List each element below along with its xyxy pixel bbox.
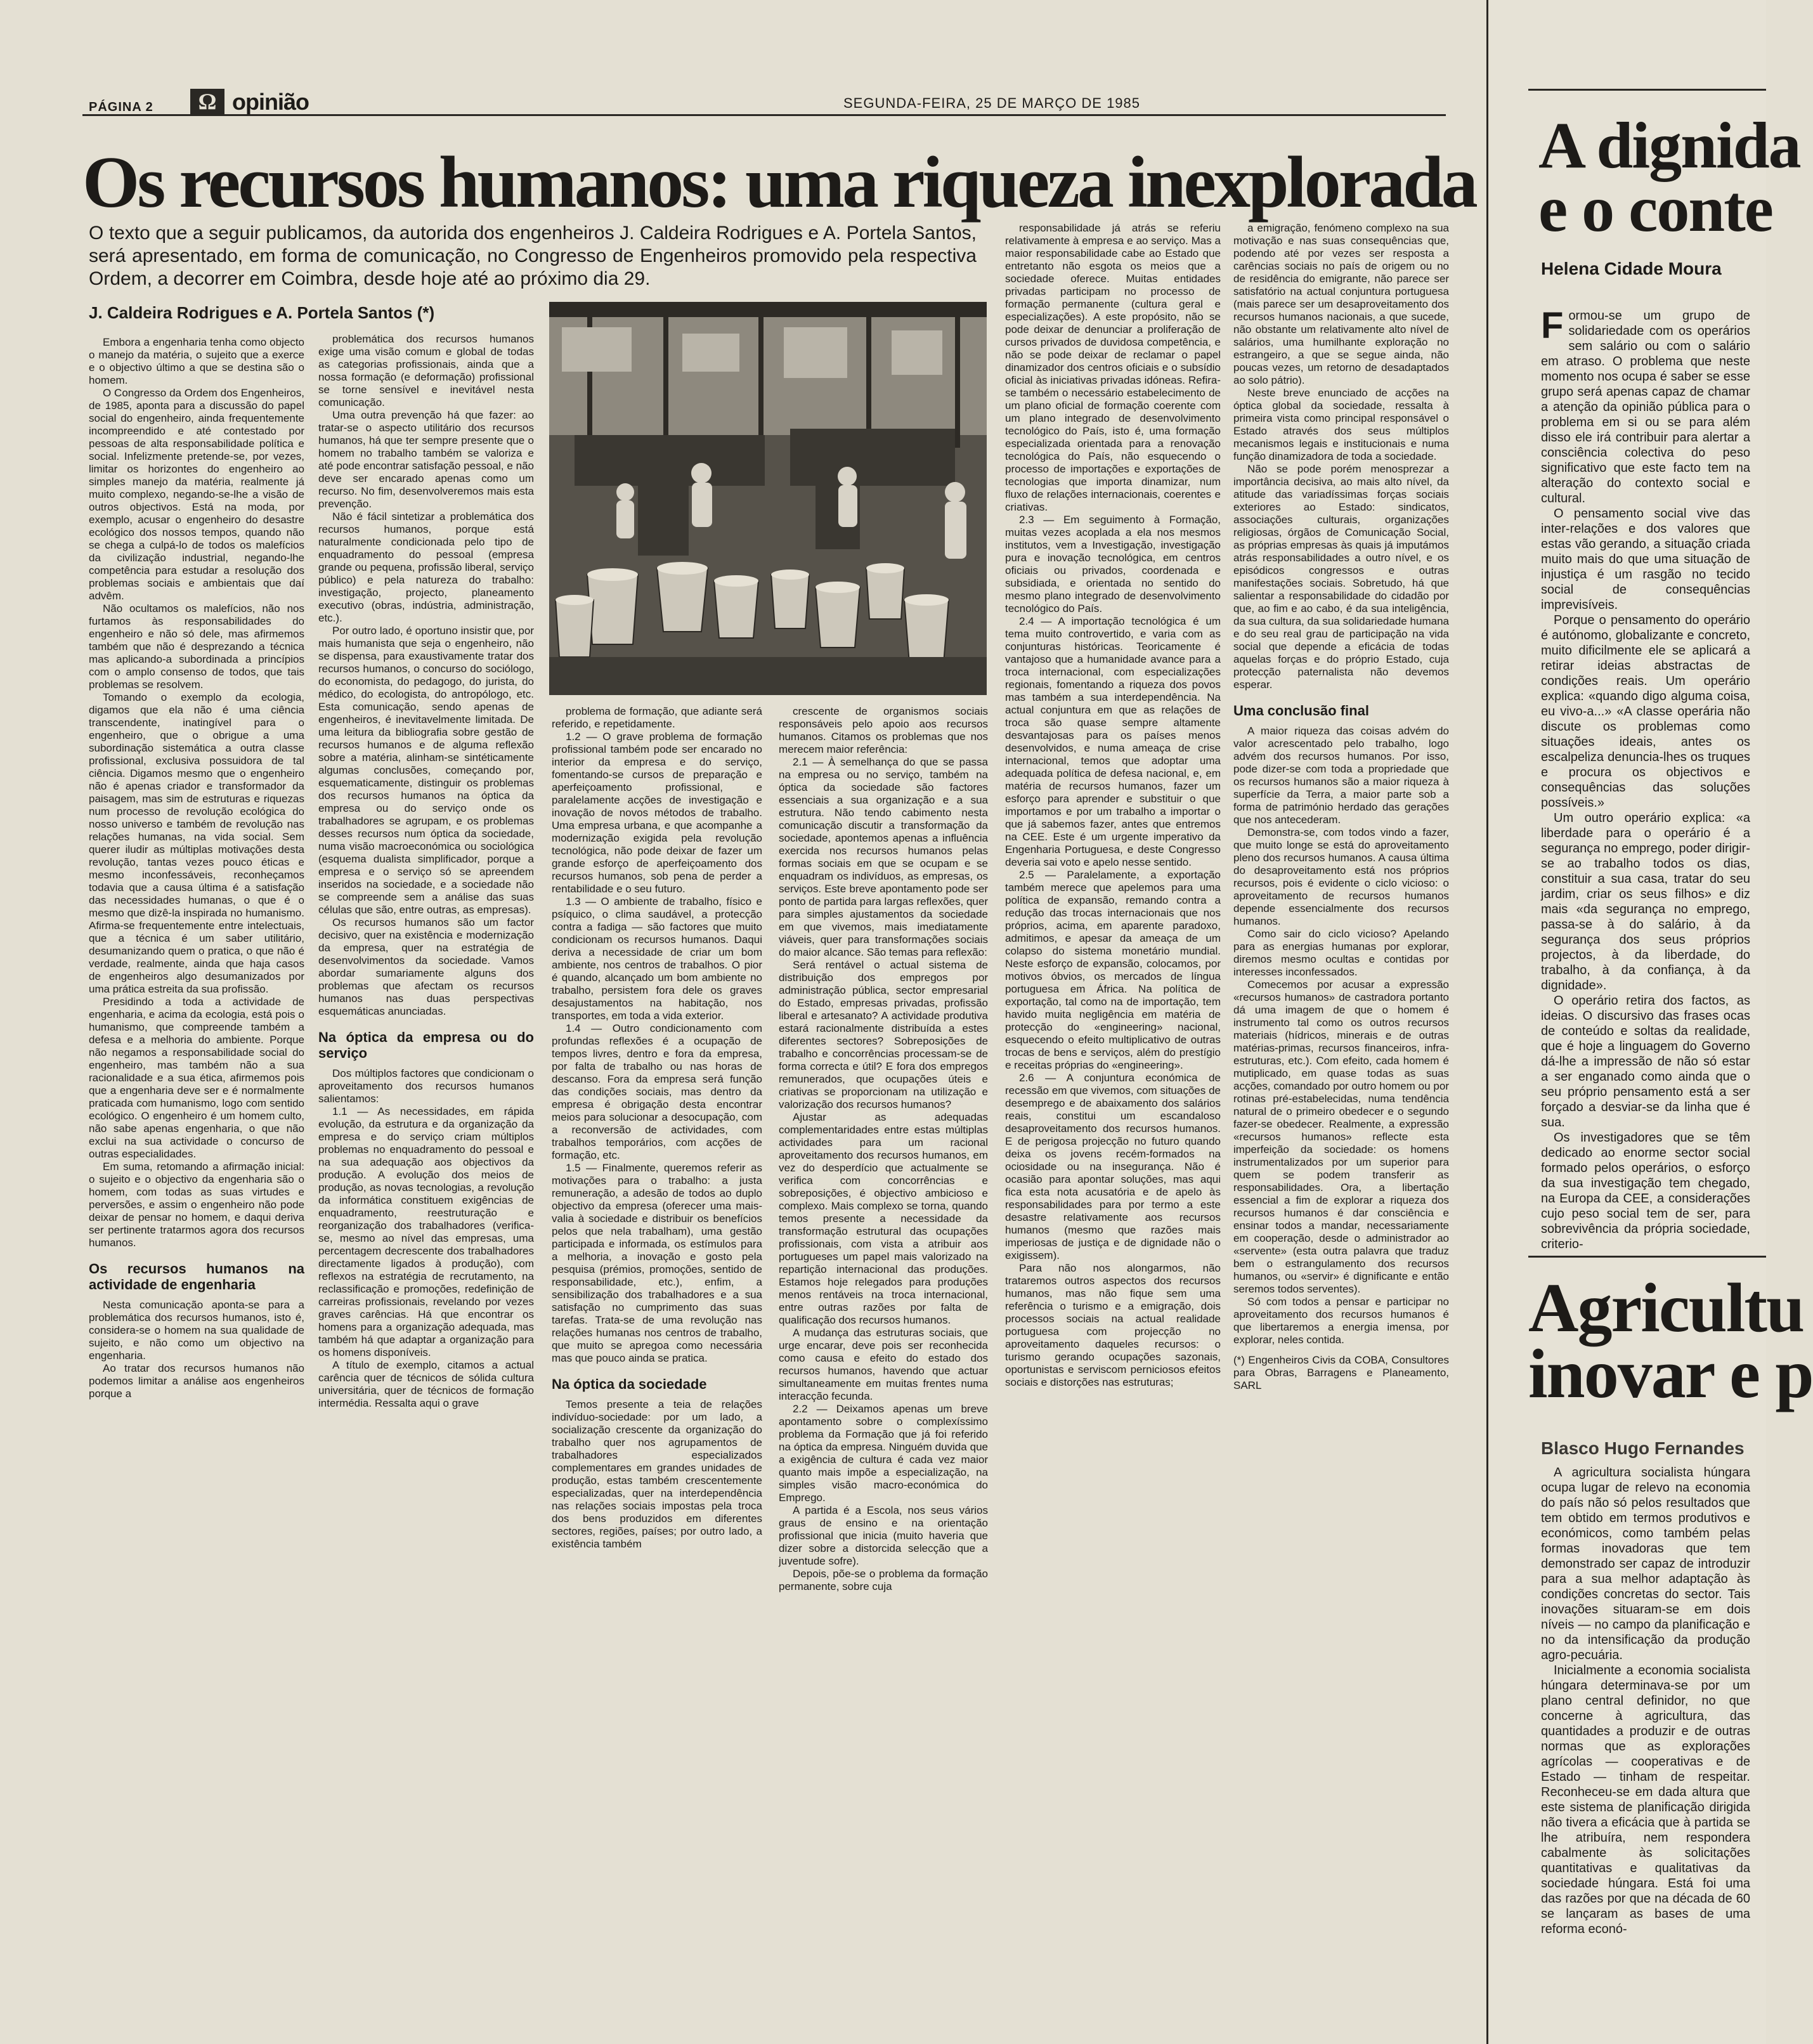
article-column-6 [1233, 222, 1449, 1392]
paragraph: 1.5 — Finalmente, queremos referir as motivações para o trabalho: a justa remuneração, a adesão de todos ao duplo objectivo da empresa (oferecer uma mais-valia à sociedade e distribuir os benefícios pelos que nela trabalham), uma gestão participada e informada, os estímulos para a melhoria, a inovação e gosto pela pesquisa (prémios, promoções, sentido de responsabilidade, etc.), enfim, a sensibilização dos trabalhadores e a sua satisfação no cumprimento das suas tarefas. Trata-se de uma revolução nas relações humanas nos centros de trabalho, que muito se apregoa como necessária mas que pouco ainda se pratica. [552, 1162, 762, 1364]
paragraph: A maior riqueza das coisas advém do valor acrescentado pelo trabalho, logo advém dos recursos humanos. Por isso, pode dizer-se com toda a propriedade que os recursos humanos são a maior riqueza à superfície da Terra, a maior parte sob a forma de património herdado das gerações que nos antecederam. [1233, 725, 1449, 826]
subheading: Os recursos humanos na actividade de engenharia [89, 1261, 304, 1292]
paragraph: 1.3 — O ambiente de trabalho, físico e psíquico, o clima saudável, a protecção contra a fadiga — são factores que muito condicionam os recursos humanos. Daqui deriva a necessidade de criar um bom ambiente, nos centros de trabalhos. O pior é quando, alcançado um bom ambiente no trabalho, persistem fora dele os graves desajustamentos na habitação, nos transportes, em toda a vida exterior. [552, 895, 762, 1022]
headline-line: A dignida [1538, 109, 1800, 182]
paragraph: a emigração, fenómeno complexo na sua motivação e nas suas consequências que, podendo até por vezes ser resposta a carências sociais no país de origem ou no de residência do emigrante, não parece ser satisfatório na actual conjuntura portuguesa (mais parece ser um desaproveitamento dos recursos humanos nacionais, a que sucede, não obstante um relativamente alto nível de salários, uma humilhante exploração no estrangeiro, a que se segue ainda, não poucas vezes, um retorno de desadaptados ao solo pátrio). [1233, 222, 1449, 386]
headline-line: Agricultu [1528, 1269, 1804, 1346]
drop-cap: F [1541, 305, 1564, 346]
page-number: PÁGINA 2 [89, 100, 153, 114]
article-column-4 [779, 705, 988, 1593]
paragraph: 1.2 — O grave problema de formação profissional também pode ser encarado no interior da empresa e do serviço, fomentando-se cursos de preparação e aperfeiçoamento profissional, e paralelamente acções de investigação e inovação de novos métodos de trabalho. Uma empresa urbana, e que acompanhe a modernização exigida pela revolução tecnológica, não pode deixar de fazer um grande esforço de aperfeiçoamento dos recursos humanos, sob pena de perder a rentabilidade e o seu futuro. [552, 731, 762, 895]
paragraph: 2.6 — A conjuntura económica de recessão em que vivemos, com situações de desemprego e de abaixamento dos salários reais, constitui um escandaloso desaproveitamento dos recursos humanos. E de perigosa projecção no futuro quando deixa os jovens recém-formados na ociosidade ou na insegurança. Não é ocasião para apontar soluções, mas aqui fica esta nota acusatória e de apelo às responsabilidades para por termo a este desastre relativamente aos recursos humanos (mesmo que razões mais imperiosas de justiça e de dignidade não o exigissem). [1005, 1072, 1221, 1261]
top-rule [1528, 89, 1766, 91]
article-intro: O texto que a seguir publicamos, da autorida dos engenheiros J. Caldeira Rodrigues e A. Portela Santos, será apresentado, em forma de comunicação, no Congresso de Engenheiros promovido pela respectiva Ordem, a decorrer em Coimbra, desde hoje até ao próximo dia 29. [89, 223, 977, 289]
paragraph: responsabilidade já atrás se referiu relativamente à empresa e ao serviço. Mas a maior responsabilidade cabe ao Estado que entretanto não esgota os meios que a sociedade oferece. Muitas entidades privadas participam no processo de formação permanente (cultura geral e especializações). A este propósito, não se pode deixar de denunciar a proliferação de cursos privados de duvidosa competência, e não se pode deixar de reclamar o papel dinamizador dos centros oficiais e o subsídio oficial às iniciativas privadas idóneas. Refira-se também o necessário estabelecimento de um plano oficial de formação coerente com um plano integrado de desenvolvimento tecnológico do País, isto é, uma formação especializada orientada para a renovação tecnológica do País, não esquecendo o processo de importações e exportações de tecnologias que importa dinamizar, num fluxo de relações internacionais, coerentes e criativas. [1005, 222, 1221, 513]
article-column-5 [1005, 222, 1221, 1389]
factory-photo-image [549, 302, 987, 695]
paragraph: 2.5 — Paralelamente, a exportação também merece que apelemos para uma política de expansão, remando contra a redução das trocas internacionais que nos próprios, acima, em aparente paradoxo, admitimos, e apesar da ameaça de um colapso do sistema monetário mundial. Neste esforço de expansão, colocamos, por motivos óbvios, os mercados de língua portuguesa em África. Na política de exportação, tal como na de importação, tem havido muita negligência em matéria de protecção do «engineering» nacional, esquecendo o efeito multiplicativo de outras trocas de bens e serviços, além do prestígio e receitas próprias do «engineering». [1005, 869, 1221, 1071]
paragraph: Ao tratar dos recursos humanos não podemos limitar a análise aos engenheiros porque a [89, 1362, 304, 1400]
paragraph: Será rentável o actual sistema de distribuição dos empregos por administração pública, sector empresarial do Estado, empresas privadas, profissão liberal e artesanato? A actividade produtiva estará racionalmente distribuída a estes diferentes sectores? Sobreposições de trabalho e concorrências processam-se de forma correcta e útil? E fora dos empregos remunerados, que ocupações úteis e criativas se proporcionam na utilização e valorização dos recursos humanos? [779, 959, 988, 1110]
paragraph: 2.4 — A importação tecnológica é um tema muito controvertido, e varia com as conjunturas históricas. Teoricamente é vantajoso que a humanidade avance para a troca internacional, com especializações regionais, fomentando a riqueza dos povos mas também a sua interdependência. Na actual conjuntura em que as relações de troca são quase sempre altamente desvantajosas para os países menos desenvolvidos, e numa ameaça de crise internacional, temos que adoptar uma adequada política de defesa nacional, e, em matéria de recursos humanos, fazer um esforço para aprender e substituir o que importamos e por um trabalho a importar o que já sabemos fazer, antes que entremos na CEE. Este é um urgente imperativo da Engenharia Portuguesa, e deste Congresso deveria sai voto e apelo nesse sentido. [1005, 615, 1221, 868]
paragraph: Comecemos por acusar a expressão «recursos humanos» de castradora portanto dá uma imagem de que o homem é instrumento tal como os outros recursos materiais (hídricos, minerais e de outras matérias-primas, recursos financeiros, infra-estruturas, etc.). Com efeito, cada homem é mutiplicado, em quase todas as suas acções, comandado por outro homem ou por rotinas pré-estabelecidas, numa tendência natural de o primeiro obedecer e o segundo fazer-se obedecer. Realmente, a expressão «recursos humanos» reflecte esta imperfeição da sociedade: os homens instrumentalizados por um superior para quem se podem transferir as responsabilidades. Ora, a libertação essencial a fim de explorar a riqueza dos recursos humanos é dar consciência e ensinar todos a mandar, necessariamente em cooperação, desde o administrador ao «servente» (esta outra palavra que traduz bem o estrangulamento dos recursos humanos, ou «servir» é dignificante e então seremos todos serventes). [1233, 979, 1449, 1295]
headline-line: inovar e p [1528, 1335, 1813, 1412]
paragraph: 2.1 — À semelhança do que se passa na empresa ou no serviço, também na óptica da sociedade são factores essenciais a sua organização e a sua estrutura. Não tendo cabimento nesta comunicação discutir a transformação da sociedade, apontemos apenas a influência exercida nos recursos humanos pelas formas sociais em que se ocupam e se enquadram os indivíduos, as empresas, os serviços. Este breve apontamento pode ser ponto de partida para largas reflexões, quer para simples ajustamentos da sociedade em que vivemos, mais imediatamente viáveis, quer para transformações sociais do maior alcance. São temas para reflexão: [779, 756, 988, 958]
paragraph: Presidindo a toda a actividade de engenharia, e acima da ecologia, está pois o humanismo, que compreende também a defesa e a melhoria do ambiente. Porque não negamos a responsabilidade social do engenheiro, mas também não a sua racionalidade e a sua ética, afirmemos pois que a engenharia deve ser e é normalmente praticada com humanismo, logo com sentido ecológico. O engenheiro é um homem culto, não sabe apenas engenharia, o que não exclui na sua actividade o concurso de outras especialidades. [89, 996, 304, 1160]
paragraph: O Congresso da Ordem dos Engenheiros, de 1985, aponta para a discussão do papel social do engenheiro, ainda frequentemente incompreendido e até contestado por pessoas de alta responsabilidade política e social. Infelizmente pretende-se, por vezes, limitar os horizontes do engenheiro ao simples manejo da matéria, realmente já muito complexo, negando-se-lhe a visão de outros objectivos. Está na moda, por exemplo, acusar o engenheiro do desastre ecológico dos nossos tempos, quando não se chega a culpá-lo de todos os malefícios da civilização industrial, negando-lhe competência para estudar a resolução dos problemas sociais e ambientais que daí advêm. [89, 387, 304, 602]
paragraph: Não se pode porém menosprezar a importância decisiva, ao mais alto nível, da atitude das variadíssimas forças sociais exteriores ao Estado: sindicatos, associações culturais, organizações religiosas, órgãos de Comunicação Social, as próprias empresas às quais já imputámos atrás responsabilidades a outro nível, e os episódicos congressos e outras manifestações sociais. Sobretudo, há que salientar a responsabilidade do cidadão por que, ao fim e ao cabo, é da sua inteligência, da sua cultura, da sua solidariedade humana e do seu real grau de participação na vida social que depende a eficácia de todas aquelas forças e do próprio Estado, cuja protecção paternalista não devemos esperar. [1233, 463, 1449, 691]
paragraph: Uma outra prevenção há que fazer: ao tratar-se o aspecto utilitário dos recursos humanos, há que ter sempre presente que o homem no trabalho também se valoriza e até pode encontrar satisfação pessoal, e não deve ser encarado apenas como um recurso. No fim, desenvolveremos mais esta prevenção. [318, 409, 534, 510]
subheading: Na óptica da empresa ou do serviço [318, 1029, 534, 1061]
paragraph: Os investigadores que se têm dedicado ao enorme sector social formado pelos operários, o esforço da sua investigação tem chegado, na Europa da CEE, a considerações cujo peso social tem de ser, para sobrevivência da própria sociedade, criterio- [1541, 1131, 1750, 1251]
subheading: Na óptica da sociedade [552, 1376, 707, 1392]
paragraph: Um outro operário explica: «a liberdade para o operário é a segurança no emprego, poder dirigir-se ao trabalho todos os dias, constituir a sua casa, tratar do seu jardim, criar os seus filhos» e diz mais «da segurança no emprego, passa-se à do salário, à da segurança dos seus próprios projectos, à da liberdade, do trabalho, à da confiança, à da dignidade». [1541, 811, 1750, 993]
paragraph: O operário retira dos factos, as ideias. O discursivo das frases ocas de conteúdo e soltas da realidade, que é hoje a linguagem do Governo dá-lhe a impressão de não só estar a ser enganado como ainda que o seu próprio pensamento está a ser forçado a desviar-se da linha que é sua. [1541, 994, 1750, 1129]
paragraph: Só com todos a pensar e participar no aproveitamento dos recursos humanos é que libertaremos a energia imensa, por explorar, neles contida. [1233, 1296, 1449, 1346]
issue-date: SEGUNDA-FEIRA, 25 DE MARÇO DE 1985 [843, 95, 1141, 111]
paragraph: Neste breve enunciado de acções na óptica global da sociedade, ressalta à primeira vista como principal responsável o Estado através dos seus múltiplos mecanismos legais e institucionais e numa função dinamizadora de toda a sociedade. [1233, 387, 1449, 462]
paragraph: Embora a engenharia tenha como objecto o manejo da matéria, o sujeito que a exerce e o objectivo último a que se destina são o homem. [89, 336, 304, 386]
paragraph: Dos múltiplos factores que condicionam o aproveitamento dos recursos humanos salientamos: [318, 1067, 534, 1105]
paragraph: 2.3 — Em seguimento à Formação, muitas vezes acoplada a ela nos mesmos institutos, vem a Investigação, investigação pura e inovação tecnológica, em centros oficiais ou privados, coordenada e subsidiada, e orientada no sentido do mesmo plano integrado de desenvolvimento tecnológico do País. [1005, 514, 1221, 615]
paragraph: Temos presente a teia de relações indivíduo-sociedade: por um lado, a socialização crescente da organização do trabalho quer nos agrupamentos de trabalhadores especializados complementares em grandes unidades de produção, estas também crescentemente especializadas, quer na interdependência nas relações sociais impostas pela troca dos bens produzidos em diferentes sectores, regiões, países; por outro lado, a existência também [552, 1398, 762, 1550]
paragraph: Por outro lado, é oportuno insistir que, por mais humanista que seja o engenheiro, não se dispensa, para exaustivamente tratar dos recursos humanos, o concurso do sociólogo, do economista, do pedagogo, do jurista, do médico, do ecologista, do antropólogo, etc. Esta comunicação, sendo apenas de engenheiros, é inevitavelmente limitada. De uma leitura da bibliografia sobre gestão de recursos humanos e de alguma reflexão sobre a matéria, alinham-se sintéticamente algumas conclusões, começando por, esquematicamente, distinguir os problemas dos recursos humanos na óptica da empresa ou do serviço onde os trabalhadores se agrupam, e os problemas desses recursos num óptica da sociedade, numa visão macroeconómica ou sociológica (esquema dualista simplificador, porque a empresa e o serviço só se apreendem inseridos na sociedade, e a sociedade não se compreende sem a análise das suas células que são, entre outras, as empresas). [318, 625, 534, 916]
paragraph: A mudança das estruturas sociais, que urge encarar, deve pois ser reconhecida como causa e efeito do estado dos recursos humanos, havendo que actuar simultaneamente em muitas frentes numa interacção fecunda. [779, 1327, 988, 1402]
paragraph: Inicialmente a economia socialista húngara determinava-se por um plano central definidor, no que concerne à agricultura, das quantidades a produzir e de outras normas que as explorações agrícolas — cooperativas e de Estado — tinham de respeitar. Reconheceu-se em dada altura que este sistema de planificação dirigida não tivera a eficácia que à partida se lhe atribuíra, nem respondera cabalmente às solicitações quantitativas e qualitativas da sociedade húngara. Está foi uma das razões por que na década de 60 se lançaram as bases de uma reforma econó- [1541, 1663, 1750, 1936]
paragraph: Depois, põe-se o problema da formação permanente, sobre cuja [779, 1568, 988, 1592]
paragraph: Nesta comunicação aponta-se para a problemática dos recursos humanos, isto é, considera-se o homem na sua qualidade de sujeito, e não como um objectivo na engenharia. [89, 1299, 304, 1362]
headline-line: e o conte [1538, 173, 1772, 245]
paragraph: Não é fácil sintetizar a problemática dos recursos humanos, porque está naturalmente condicionada pelo tipo de enquadramento do pessoal (empresa grande ou pequena, profissão liberal, serviço público) e pela natureza do trabalho: investigação, projecto, planeamento executivo (obras, indústria, administração, etc.). [318, 511, 534, 624]
paragraph: problemática dos recursos humanos exige uma visão comum e global de todas as categorias profissionais, ainda que a nossa formação (e deformação) profissional se torne sensível e inevitável nesta comunicação. [318, 333, 534, 408]
paragraph: problema de formação, que adiante será referido, e repetidamente. [552, 705, 762, 730]
paragraph: A agricultura socialista húngara ocupa lugar de relevo na economia do país não só pelos resultados que tem obtido em termos produtivos e económicos, como também pelas formas inovadoras que tem demonstrado ser capaz de introduzir para a sua melhor adaptação às condições concretas do sector. Tais inovações situaram-se em dois níveis — no campo da planificação e no da intensificação da produção agro-pecuária. [1541, 1466, 1750, 1662]
paragraph: 1.1 — As necessidades, em rápida evolução, da estrutura e da organização da empresa e do serviço criam múltiplos problemas no enquadramento do pessoal e na sua adequação aos objectivos da produção. A evolução dos meios de produção, as novas tecnologias, a revolução da informática constituem exigências de enquadramento, reestruturação e reorganização dos trabalhadores (verifica-se, mesmo ao nível das empresas, uma percentagem decrescente dos trabalhadores directamente ligados à produção), com reflexos na estratégia de recrutamento, na reclassificação e promoções, redefinição de carreiras profissionais, revelando por vezes graves carências. Há que encontrar os homens para a organização adequada, mas também há que adaptar a organização para os homens disponíveis. [318, 1105, 534, 1358]
paragraph: Para não nos alongarmos, não trataremos outros aspectos dos recursos humanos, mas não fique sem uma referência o turismo e a emigração, dois processos sociais na actual realidade portuguesa com projecção no aproveitamento daqueles recursos: o turismo gerando ocupações sazonais, oportunistas e serviscom perniciosos efeitos sociais e distorções nas estruturas; [1005, 1262, 1221, 1388]
paragraph: 1.4 — Outro condicionamento com profundas reflexões é a ocupação de tempos livres, dentro e fora da empresa, por falta de trabalho ou nas horas de descanso. Fora da empresa será função das condições sociais, mas dentro da empresa é obrigação desta encontrar meios para solucionar a desocupação, com a reconversão de actividades, com trabalhos temporários, com acções de formação, etc. [552, 1022, 762, 1161]
article-column-2 [318, 333, 534, 1410]
paragraph: Como sair do ciclo vicioso? Apelando para as energias humanas por explorar, diremos mesmo ocultas e contidas por interesses inconfessados. [1233, 928, 1449, 978]
paragraph: Tomando o exemplo da ecologia, digamos que ela não é uma ciência transcendente, inatingível para o engenheiro, que o obrigue a uma subordinação sistemática a outra classe profissional, exclusiva possuidora de tal ciência. Digamos mesmo que o engenheiro não é apenas criador e transformador da paisagem, mas sim de estruturas e riquezas num processo de revolução ecológica do nosso universo e também de revolução nas relações humanas, na vida social. Sem querer iludir as múltiplas motivações desta revolução, tantas vezes pouco éticas e mesmo inconfessáveis, reconheçamos todavia que a causa última é a satisfação das necessidades humanas, o que é o mesmo que dizê-la inspirada no humanismo. Afirma-se frequentemente entre intelectuais, que a técnica é um saber utilitário, desumanizando quem o pratica, o que não é verdade, realmente, ainda que haja casos de engenheiros algo desumanizados por uma prática estreita da sua profissão. [89, 691, 304, 995]
section-name: opinião [232, 89, 309, 115]
article-column-3 [552, 705, 762, 1551]
headline-agricultura [1528, 1269, 1813, 1412]
paragraph: Em suma, retomando a afirmação inicial: o sujeito e o objectivo da engenharia são o homem, com todas as suas virtudes e perversões, e assim o engenheiro não pode deixar de pensar no homem, e daqui deriva ser pertinente tratarmos agora dos recursos humanos. [89, 1161, 304, 1249]
paragraph: Ajustar as adequadas complementaridades entre estas múltiplas actividades para um racional aproveitamento dos recursos humanos, em vez do desperdício que actualmente se verifica com concorrências e sobreposições, é objectivo ambicioso e complexo. Mais complexo se torna, quando temos presente a necessidade da transformação estrutural das ocupações profissionais, com vista a atribuir aos portugueses um papel mais valorizado na repartição internacional das produções. Estamos hoje relegados para produções menos rentáveis na troca internacional, entre outras razões por falta de qualificação dos recursos humanos. [779, 1111, 988, 1326]
paragraph: A título de exemplo, citamos a actual carência quer de técnicos de sólida cultura universitária, quer de técnicos de formação intermédia. Ressalta aqui o grave [318, 1359, 534, 1409]
page-header [82, 89, 1446, 116]
paragraph: O pensamento social vive das inter-relações e dos valores que estas vão gerando, a situação criada muito mais do que uma situação de injustiça é um rasgão no tecido social de consequências imprevisíveis. [1541, 507, 1750, 612]
paragraph: A partida é a Escola, nos seus vários graus de ensino e na orientação profissional que inicia (muito haveria que dizer sobre a distorcida selecção que a juventude sofre). [779, 1504, 988, 1567]
paragraph: Porque o pensamento do operário é autónomo, globalizante e concreto, muito dificilmente ele se aplicará a retirar ideias abstractas de condições reais. Um operário explica: «quando digo alguma coisa, eu vivo-a...» «A classe operária não discute os problemas como situações ideais, antes os escalpeliza denuncia-lhes os truques e procura os objectivos e consequências das soluções possíveis.» [1541, 613, 1750, 810]
paragraph: Demonstra-se, com todos vindo a fazer, que muito longe se está do aproveitamento pleno dos recursos humanos. A causa última do desaproveitamento está nos próprios recursos, pois é evidente o ciclo vicioso: o aproveitamento de recursos humanos depende essencialmente dos recursos humanos. [1233, 826, 1449, 927]
subheading: Uma conclusão final [1233, 703, 1369, 719]
agricultura-column [1541, 1465, 1750, 1937]
section-rule [1528, 1256, 1766, 1258]
headline-dignidade [1538, 109, 1800, 245]
page-fold-divider [1486, 0, 1488, 2044]
author-footnote: (*) Engenheiros Civis da COBA, Consultores para Obras, Barragens e Planeamento, SARL [1233, 1354, 1449, 1391]
author-name: Helena Cidade Moura [1541, 259, 1722, 278]
paragraph: 2.2 — Deixamos apenas um breve apontamento sobre o complexíssimo problema da Formação que já foi referido na óptica da empresa. Ninguém duvida que a exigência de cultura é cada vez maior quanto mais impõe a especialização, na simples visão macro-económica do Emprego. [779, 1403, 988, 1504]
article-byline: J. Caldeira Rodrigues e A. Portela Santos (*) [89, 303, 435, 322]
newspaper-logo-icon: Ω [190, 89, 224, 114]
paragraph: ormou-se um grupo de solidariedade com os operários sem salário ou com o salário em atraso. O problema que neste momento nos ocupa é saber se esse grupo será apenas capaz de chamar a atenção da opinião pública para o problema em si ou se para além disso ele irá contribuir para alertar a consciência colectiva do peso significativo que este facto tem na alteração do contexto social e cultural. [1541, 309, 1750, 505]
paragraph: Os recursos humanos são um factor decisivo, quer na existência e modernização da empresa, quer na estratégia de desenvolvimentos da sociedade. Vamos abordar sumariamente alguns dos problemas que afectam os recursos humanos nas duas perspectivas esquemáticas anunciadas. [318, 916, 534, 1017]
adjacent-page [1490, 0, 1813, 2044]
article-column-1 [89, 336, 304, 1400]
author-name: Blasco Hugo Fernandes [1541, 1438, 1745, 1458]
factory-photo [549, 302, 987, 695]
dignidade-column [1541, 305, 1750, 1252]
article-headline: Os recursos humanos: uma riqueza inexplorada [82, 142, 1476, 223]
paragraph: Não ocultamos os malefícios, não nos furtamos às responsabilidades do engenheiro e não só dele, mas afirmemos também que não é desprezando a técnica mas aplicando-a subordinada a princípios com o amplo consenso de todos, que tais problemas se resolvem. [89, 602, 304, 691]
paragraph: crescente de organismos sociais responsáveis pelo apoio aos recursos humanos. Citamos os problemas que nos merecem maior referência: [779, 705, 988, 755]
